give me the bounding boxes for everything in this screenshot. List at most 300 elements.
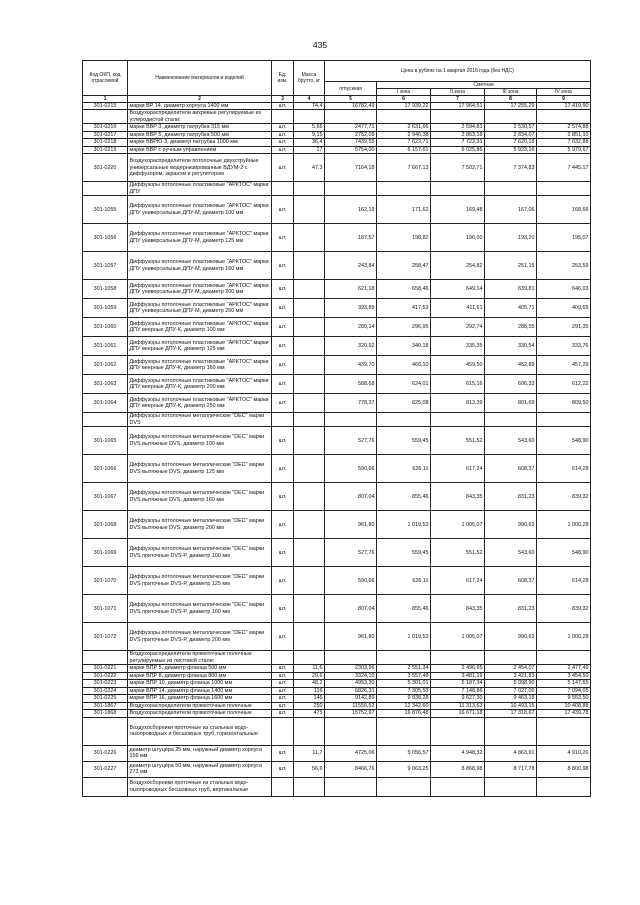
cell-empty [325, 110, 377, 124]
group-heading-row [83, 777, 591, 796]
cell-empty [294, 182, 325, 196]
table-row [83, 511, 591, 539]
cell-zone-price: 251,15 [485, 252, 537, 280]
cell-unit: шт. [272, 146, 294, 153]
cell-empty [294, 777, 325, 796]
cell-release-price: 11556,52 [325, 702, 377, 709]
group-heading-row [83, 110, 591, 124]
cell-zone-price: 2 454,07 [485, 665, 537, 672]
cell-zone-price: 340,18 [377, 337, 431, 356]
cell-zone-price: 7 374,83 [485, 154, 537, 182]
cell-name: Диффузоры потолочные пластиковые "АРКТОС" марки ДПУ веерные ДПУ-К, диаметр 250 мм [128, 394, 272, 413]
cell-zone-price: 1 005,07 [431, 623, 485, 651]
cell-release-price: 9142,89 [325, 695, 377, 702]
cell-mass [294, 455, 325, 483]
cell-zone-price: 3 481,19 [431, 672, 485, 679]
table-row [83, 427, 591, 455]
cell-empty [294, 717, 325, 745]
cell-name: Диффузоры потолочные металлические "DEC" марки DVS приточные DVS-P, диаметр 160 мм [128, 595, 272, 623]
cell-zone-price: 17 255,29 [485, 103, 537, 110]
cell-unit: шт. [272, 394, 294, 413]
cell-group-title: Воздухораспределители прямоточные полочные регулируемые из листовой стали: [128, 651, 272, 665]
cell-zone-price: 457,29 [537, 356, 591, 375]
cell-empty [294, 651, 325, 665]
cell-mass [294, 196, 325, 224]
cell-unit: шт. [272, 131, 294, 138]
cell-empty [272, 182, 294, 196]
col-number: 3 [272, 96, 294, 103]
cell-mass: 17 [294, 146, 325, 153]
cell-zone-price: 5 301,01 [377, 680, 431, 687]
cell-zone-price: 990,63 [485, 623, 537, 651]
table-row [83, 687, 591, 694]
cell-zone-price: 548,90 [537, 539, 591, 567]
cell-zone-price: 801,69 [485, 394, 537, 413]
cell-zone-price: 839,32 [537, 595, 591, 623]
cell-zone-price: 1 000,28 [537, 623, 591, 651]
cell-code: 301-0218 [83, 139, 128, 146]
table-row [83, 299, 591, 318]
cell-group-title: Воздухосборники проточные из стальных водо-газопроводных и бесшовных труб, горизонтальные: [128, 717, 272, 745]
table-row [83, 318, 591, 337]
cell-code: 301-1058 [83, 280, 128, 299]
table-row [83, 337, 591, 356]
cell-mass: 116 [294, 687, 325, 694]
cell-zone-price: 254,82 [431, 252, 485, 280]
cell-zone-price: 543,60 [485, 539, 537, 567]
group-heading-row [83, 413, 591, 427]
cell-unit: шт. [272, 337, 294, 356]
cell-empty [431, 413, 485, 427]
cell-group-title: Воздухораспределители вихревые регулируемые из углеродистой стали: [128, 110, 272, 124]
cell-zone-price: 2 863,18 [431, 131, 485, 138]
cell-zone-price: 2 496,65 [431, 665, 485, 672]
cell-code [83, 651, 128, 665]
cell-empty [485, 777, 537, 796]
cell-unit: шт. [272, 680, 294, 687]
cell-zone-price: 10 408,88 [537, 702, 591, 709]
header-estimate: Сметная [377, 82, 591, 89]
cell-code [83, 413, 128, 427]
cell-empty [272, 717, 294, 745]
cell-zone-price: 646,03 [537, 280, 591, 299]
cell-zone-price: 2 946,38 [377, 131, 431, 138]
cell-zone-price: 606,33 [485, 375, 537, 394]
cell-code: 301-1064 [83, 394, 128, 413]
cell-name: марки ВВР с ручным управлением [128, 146, 272, 153]
cell-unit: шт. [272, 252, 294, 280]
cell-code: 301-0215 [83, 103, 128, 110]
cell-mass [294, 427, 325, 455]
cell-release-price: 590,66 [325, 567, 377, 595]
cell-name: Диффузоры потолочные пластиковые "АРКТОС" марки ДПУ универсальные ДПУ-М, диаметр 160 мм [128, 252, 272, 280]
cell-code: 301-1069 [83, 539, 128, 567]
cell-empty [485, 413, 537, 427]
cell-zone-price: 291,35 [537, 318, 591, 337]
cell-name: Диффузоры потолочные металлические "DEC" марки DVS приточные DVS-P, диаметр 100 мм [128, 539, 272, 567]
cell-release-price: 2477,71 [325, 124, 377, 131]
table-row [83, 672, 591, 679]
cell-release-price: 807,04 [325, 483, 377, 511]
cell-zone-price: 639,81 [485, 280, 537, 299]
cell-zone-price: 3 421,83 [485, 672, 537, 679]
cell-zone-price: 5 056,57 [377, 745, 431, 761]
cell-unit: шт. [272, 665, 294, 672]
cell-zone-price: 459,50 [431, 356, 485, 375]
cell-zone-price: 615,16 [431, 375, 485, 394]
cell-zone-price: 7 667,13 [377, 154, 431, 182]
cell-code: 301-0227 [83, 761, 128, 777]
cell-code: 301-0219 [83, 146, 128, 153]
cell-empty [272, 413, 294, 427]
cell-name: Диффузоры потолочные металлические "DEC" марки DVS вытяжные DVS, диаметр 100 мм [128, 427, 272, 455]
cell-empty [294, 413, 325, 427]
cell-zone-price: 7 502,71 [431, 154, 485, 182]
cell-release-price: 439,70 [325, 356, 377, 375]
cell-code: 301-1868 [83, 710, 128, 717]
cell-unit: шт. [272, 687, 294, 694]
cell-zone-price: 2 574,88 [537, 124, 591, 131]
cell-zone-price: 855,46 [377, 483, 431, 511]
price-table [82, 60, 591, 797]
cell-release-price: 5754,00 [325, 146, 377, 153]
cell-zone-price: 2 594,81 [431, 124, 485, 131]
cell-name: марки ВВРЮ-3, диаметр патрубка 1000 мм [128, 139, 272, 146]
cell-code: 301-1065 [83, 427, 128, 455]
cell-zone-price: 855,46 [377, 595, 431, 623]
cell-zone-price: 608,37 [485, 455, 537, 483]
cell-zone-price: 7 027,00 [485, 687, 537, 694]
cell-zone-price: 8 717,78 [485, 761, 537, 777]
col-number: 2 [128, 96, 272, 103]
cell-name: Воздухораспределители потолочные двухструйные универсальные модернизированные ВДУМ-2 с диффузором, экраном и регулятором [128, 154, 272, 182]
group-heading-row [83, 717, 591, 745]
table-row [83, 483, 591, 511]
cell-zone-price: 4 948,32 [431, 745, 485, 761]
cell-code: 301-1067 [83, 483, 128, 511]
cell-code: 301-1063 [83, 375, 128, 394]
cell-release-price: 4725,06 [325, 745, 377, 761]
cell-name: Диффузоры потолочные металлические "DEC" марки DVS вытяжные DVS, диаметр 160 мм [128, 483, 272, 511]
cell-release-price: 6826,31 [325, 687, 377, 694]
cell-mass [294, 224, 325, 252]
cell-zone-price: 559,45 [377, 539, 431, 567]
col-number: 7 [431, 96, 485, 103]
cell-empty [325, 717, 377, 745]
cell-mass [294, 299, 325, 318]
cell-empty [377, 651, 431, 665]
cell-unit: шт. [272, 710, 294, 717]
cell-release-price: 778,37 [325, 394, 377, 413]
cell-zone-price: 990,63 [485, 511, 537, 539]
cell-empty [485, 717, 537, 745]
table-row [83, 280, 591, 299]
cell-unit: шт. [272, 356, 294, 375]
table-row [83, 623, 591, 651]
cell-code: 301-0217 [83, 131, 128, 138]
cell-empty [272, 651, 294, 665]
cell-zone-price: 813,39 [431, 394, 485, 413]
table-row [83, 154, 591, 182]
cell-mass [294, 375, 325, 394]
cell-zone-price: 551,52 [431, 539, 485, 567]
cell-mass: 48,2 [294, 680, 325, 687]
cell-zone-price: 7 722,31 [431, 139, 485, 146]
cell-mass [294, 337, 325, 356]
cell-zone-price: 1 000,28 [537, 511, 591, 539]
cell-mass: 36,4 [294, 139, 325, 146]
cell-zone-price: 9 838,28 [377, 695, 431, 702]
cell-code: 301-1061 [83, 337, 128, 356]
cell-code: 301-0223 [83, 680, 128, 687]
cell-zone-price: 168,66 [537, 196, 591, 224]
cell-zone-price: 17 439,78 [537, 710, 591, 717]
cell-zone-price: 411,61 [431, 299, 485, 318]
cell-zone-price: 831,23 [485, 595, 537, 623]
cell-release-price: 527,76 [325, 539, 377, 567]
cell-empty [431, 777, 485, 796]
cell-empty [485, 182, 537, 196]
cell-release-price: 3324,10 [325, 672, 377, 679]
cell-name: Воздухораспределители прямоточные полочные [128, 710, 272, 717]
cell-empty [325, 413, 377, 427]
cell-code: 301-1867 [83, 702, 128, 709]
cell-name: Диффузоры потолочные пластиковые "АРКТОС" марки ДПУ универсальные ДПУ-М, диаметр 200 мм [128, 280, 272, 299]
cell-release-price: 621,18 [325, 280, 377, 299]
table-row [83, 567, 591, 595]
cell-zone-price: 253,59 [537, 252, 591, 280]
cell-release-price: 807,04 [325, 595, 377, 623]
cell-code: 301-1066 [83, 455, 128, 483]
cell-name: Диффузоры потолочные пластиковые "АРКТОС" марки ДПУ универсальные ДПУ-М, диаметр 125 мм [128, 224, 272, 252]
cell-unit: шт. [272, 595, 294, 623]
cell-release-price: 527,76 [325, 427, 377, 455]
cell-zone-price: 7 094,05 [537, 687, 591, 694]
cell-zone-price: 4 910,26 [537, 745, 591, 761]
cell-mass: 11,7 [294, 745, 325, 761]
cell-zone-price: 9 553,50 [537, 695, 591, 702]
cell-code: 301-1057 [83, 252, 128, 280]
cell-empty [485, 110, 537, 124]
cell-code [83, 110, 128, 124]
cell-zone-price: 409,65 [537, 299, 591, 318]
cell-zone-price: 543,60 [485, 427, 537, 455]
cell-unit: шт. [272, 224, 294, 252]
header-zone: III зона [485, 89, 537, 96]
cell-zone-price: 6 025,86 [431, 146, 485, 153]
table-row [83, 595, 591, 623]
cell-mass: 29,6 [294, 672, 325, 679]
cell-group-title: Воздухосборники проточные из стальных водо-газопроводных бесшовных труб, вертикальные [128, 777, 272, 796]
cell-zone-price: 12 342,60 [377, 702, 431, 709]
cell-unit: шт. [272, 375, 294, 394]
cell-empty [325, 651, 377, 665]
cell-empty [431, 182, 485, 196]
cell-unit: шт. [272, 154, 294, 182]
cell-empty [431, 110, 485, 124]
cell-zone-price: 831,23 [485, 483, 537, 511]
cell-release-price: 162,19 [325, 196, 377, 224]
column-numbers-row [83, 96, 591, 103]
table-row [83, 103, 591, 110]
cell-zone-price: 614,28 [537, 455, 591, 483]
cell-zone-price: 658,46 [377, 280, 431, 299]
cell-zone-price: 288,55 [485, 318, 537, 337]
cell-mass: 56,6 [294, 761, 325, 777]
cell-empty [272, 777, 294, 796]
table-row [83, 680, 591, 687]
cell-empty [537, 717, 591, 745]
header-code: Код ОКП, код отраслевой [83, 61, 128, 96]
cell-unit: шт. [272, 280, 294, 299]
cell-zone-price: 614,28 [537, 567, 591, 595]
cell-name: Диффузоры потолочные пластиковые "АРКТОС" марки ДПУ веерные ДПУ-К, диаметр 100 мм [128, 318, 272, 337]
cell-zone-price: 548,90 [537, 427, 591, 455]
cell-zone-price: 9 063,25 [377, 761, 431, 777]
cell-code: 301-0216 [83, 124, 128, 131]
cell-code [83, 182, 128, 196]
cell-zone-price: 843,35 [431, 483, 485, 511]
cell-empty [431, 717, 485, 745]
header-name: Наименование материалов и изделий [128, 61, 272, 96]
cell-zone-price: 559,45 [377, 427, 431, 455]
table-row [83, 356, 591, 375]
cell-name: марки ВВР 3, диаметр патрубка 315 мм [128, 124, 272, 131]
cell-zone-price: 330,54 [485, 337, 537, 356]
cell-zone-price: 839,32 [537, 483, 591, 511]
cell-name: марки ВВР 5, диаметр патрубка 500 мм [128, 131, 272, 138]
cell-zone-price: 5 187,34 [431, 680, 485, 687]
cell-name: Диффузоры потолочные пластиковые "АРКТОС" марки ДПУ универсальные ДПУ-М, диаметр 100 мм [128, 196, 272, 224]
table-row [83, 131, 591, 138]
cell-empty [377, 717, 431, 745]
cell-name: Диффузоры потолочные металлические "DEC" марки DVS приточные DVS-P, диаметр 200 мм [128, 623, 272, 651]
cell-release-price: 588,68 [325, 375, 377, 394]
table-row [83, 665, 591, 672]
table-row [83, 710, 591, 717]
cell-mass: 146 [294, 695, 325, 702]
cell-unit: шт. [272, 103, 294, 110]
table-row [83, 252, 591, 280]
cell-unit: шт. [272, 124, 294, 131]
header-zone: I зона [377, 89, 431, 96]
cell-empty [431, 651, 485, 665]
cell-zone-price: 417,53 [377, 299, 431, 318]
cell-zone-price: 8 800,98 [537, 761, 591, 777]
cell-zone-price: 16 671,18 [431, 710, 485, 717]
cell-zone-price: 196,00 [431, 224, 485, 252]
col-number: 6 [377, 96, 431, 103]
cell-release-price: 2303,96 [325, 665, 377, 672]
cell-mass: 5,66 [294, 124, 325, 131]
cell-zone-price: 809,50 [537, 394, 591, 413]
header-release: отпускная [325, 82, 377, 96]
cell-code: 301-1068 [83, 511, 128, 539]
cell-group-title: Диффузоры потолочные пластиковые "АРКТОС" марки ДПУ [128, 182, 272, 196]
col-number: 4 [294, 96, 325, 103]
cell-code: 301-0224 [83, 687, 128, 694]
cell-unit: шт. [272, 695, 294, 702]
cell-empty [485, 651, 537, 665]
cell-zone-price: 10 493,15 [485, 702, 537, 709]
cell-empty [294, 110, 325, 124]
cell-empty [377, 413, 431, 427]
cell-code: 301-0226 [83, 745, 128, 761]
cell-name: марки ВПР 14, диаметр фланца 1400 мм [128, 687, 272, 694]
cell-zone-price: 2 551,34 [377, 665, 431, 672]
cell-code [83, 717, 128, 745]
cell-zone-price: 7 622,71 [377, 139, 431, 146]
table-row [83, 224, 591, 252]
cell-unit: шт. [272, 318, 294, 337]
cell-zone-price: 296,95 [377, 318, 431, 337]
cell-mass: 9,15 [294, 131, 325, 138]
cell-unit: шт. [272, 623, 294, 651]
cell-mass: 47,3 [294, 154, 325, 182]
cell-group-title: Диффузоры потолочные металлические "DEC" марки DVS [128, 413, 272, 427]
cell-zone-price: 2 851,10 [537, 131, 591, 138]
cell-zone-price: 7 305,53 [377, 687, 431, 694]
cell-zone-price: 626,11 [377, 455, 431, 483]
cell-zone-price: 5 979,67 [537, 146, 591, 153]
cell-zone-price: 7 445,17 [537, 154, 591, 182]
table-row [83, 761, 591, 777]
cell-zone-price: 617,24 [431, 567, 485, 595]
cell-mass [294, 356, 325, 375]
cell-mass [294, 318, 325, 337]
cell-zone-price: 17 318,67 [485, 710, 537, 717]
cell-unit: шт. [272, 567, 294, 595]
cell-name: марки ВПР 10, диаметр фланца 1000 мм [128, 680, 272, 687]
cell-empty [537, 413, 591, 427]
cell-zone-price: 258,47 [377, 252, 431, 280]
cell-mass [294, 595, 325, 623]
cell-unit: шт. [272, 139, 294, 146]
cell-zone-price: 9 463,18 [485, 695, 537, 702]
cell-mass [294, 252, 325, 280]
cell-zone-price: 198,82 [377, 224, 431, 252]
cell-zone-price: 3 557,48 [377, 672, 431, 679]
cell-code: 301-1056 [83, 224, 128, 252]
cell-mass: 475 [294, 710, 325, 717]
cell-zone-price: 16 876,48 [377, 710, 431, 717]
cell-release-price: 4953,30 [325, 680, 377, 687]
cell-zone-price: 466,10 [377, 356, 431, 375]
cell-code: 301-1060 [83, 318, 128, 337]
cell-unit: шт. [272, 427, 294, 455]
cell-name: Диффузоры потолочные пластиковые "АРКТОС" марки ДПУ универсальные ДПУ-М, диаметр 250 мм [128, 299, 272, 318]
table-row [83, 146, 591, 153]
cell-zone-price: 649,14 [431, 280, 485, 299]
group-heading-row [83, 182, 591, 196]
cell-zone-price: 17 410,90 [537, 103, 591, 110]
group-heading-row [83, 651, 591, 665]
cell-name: марки ВПР 16, диаметр фланца 1600 мм [128, 695, 272, 702]
col-number: 1 [83, 96, 128, 103]
cell-mass [294, 511, 325, 539]
cell-code: 301-1071 [83, 595, 128, 623]
cell-empty [377, 777, 431, 796]
cell-code: 301-0220 [83, 154, 128, 182]
cell-mass: 74,4 [294, 103, 325, 110]
cell-release-price: 15752,97 [325, 710, 377, 717]
header-unit: Ед. изм. [272, 61, 294, 96]
cell-name: Диффузоры потолочные пластиковые "АРКТОС" марки ДПУ веерные ДПУ-К, диаметр 125 мм [128, 337, 272, 356]
table-row [83, 745, 591, 761]
table-row [83, 539, 591, 567]
cell-unit: шт. [272, 745, 294, 761]
cell-zone-price: 167,06 [485, 196, 537, 224]
